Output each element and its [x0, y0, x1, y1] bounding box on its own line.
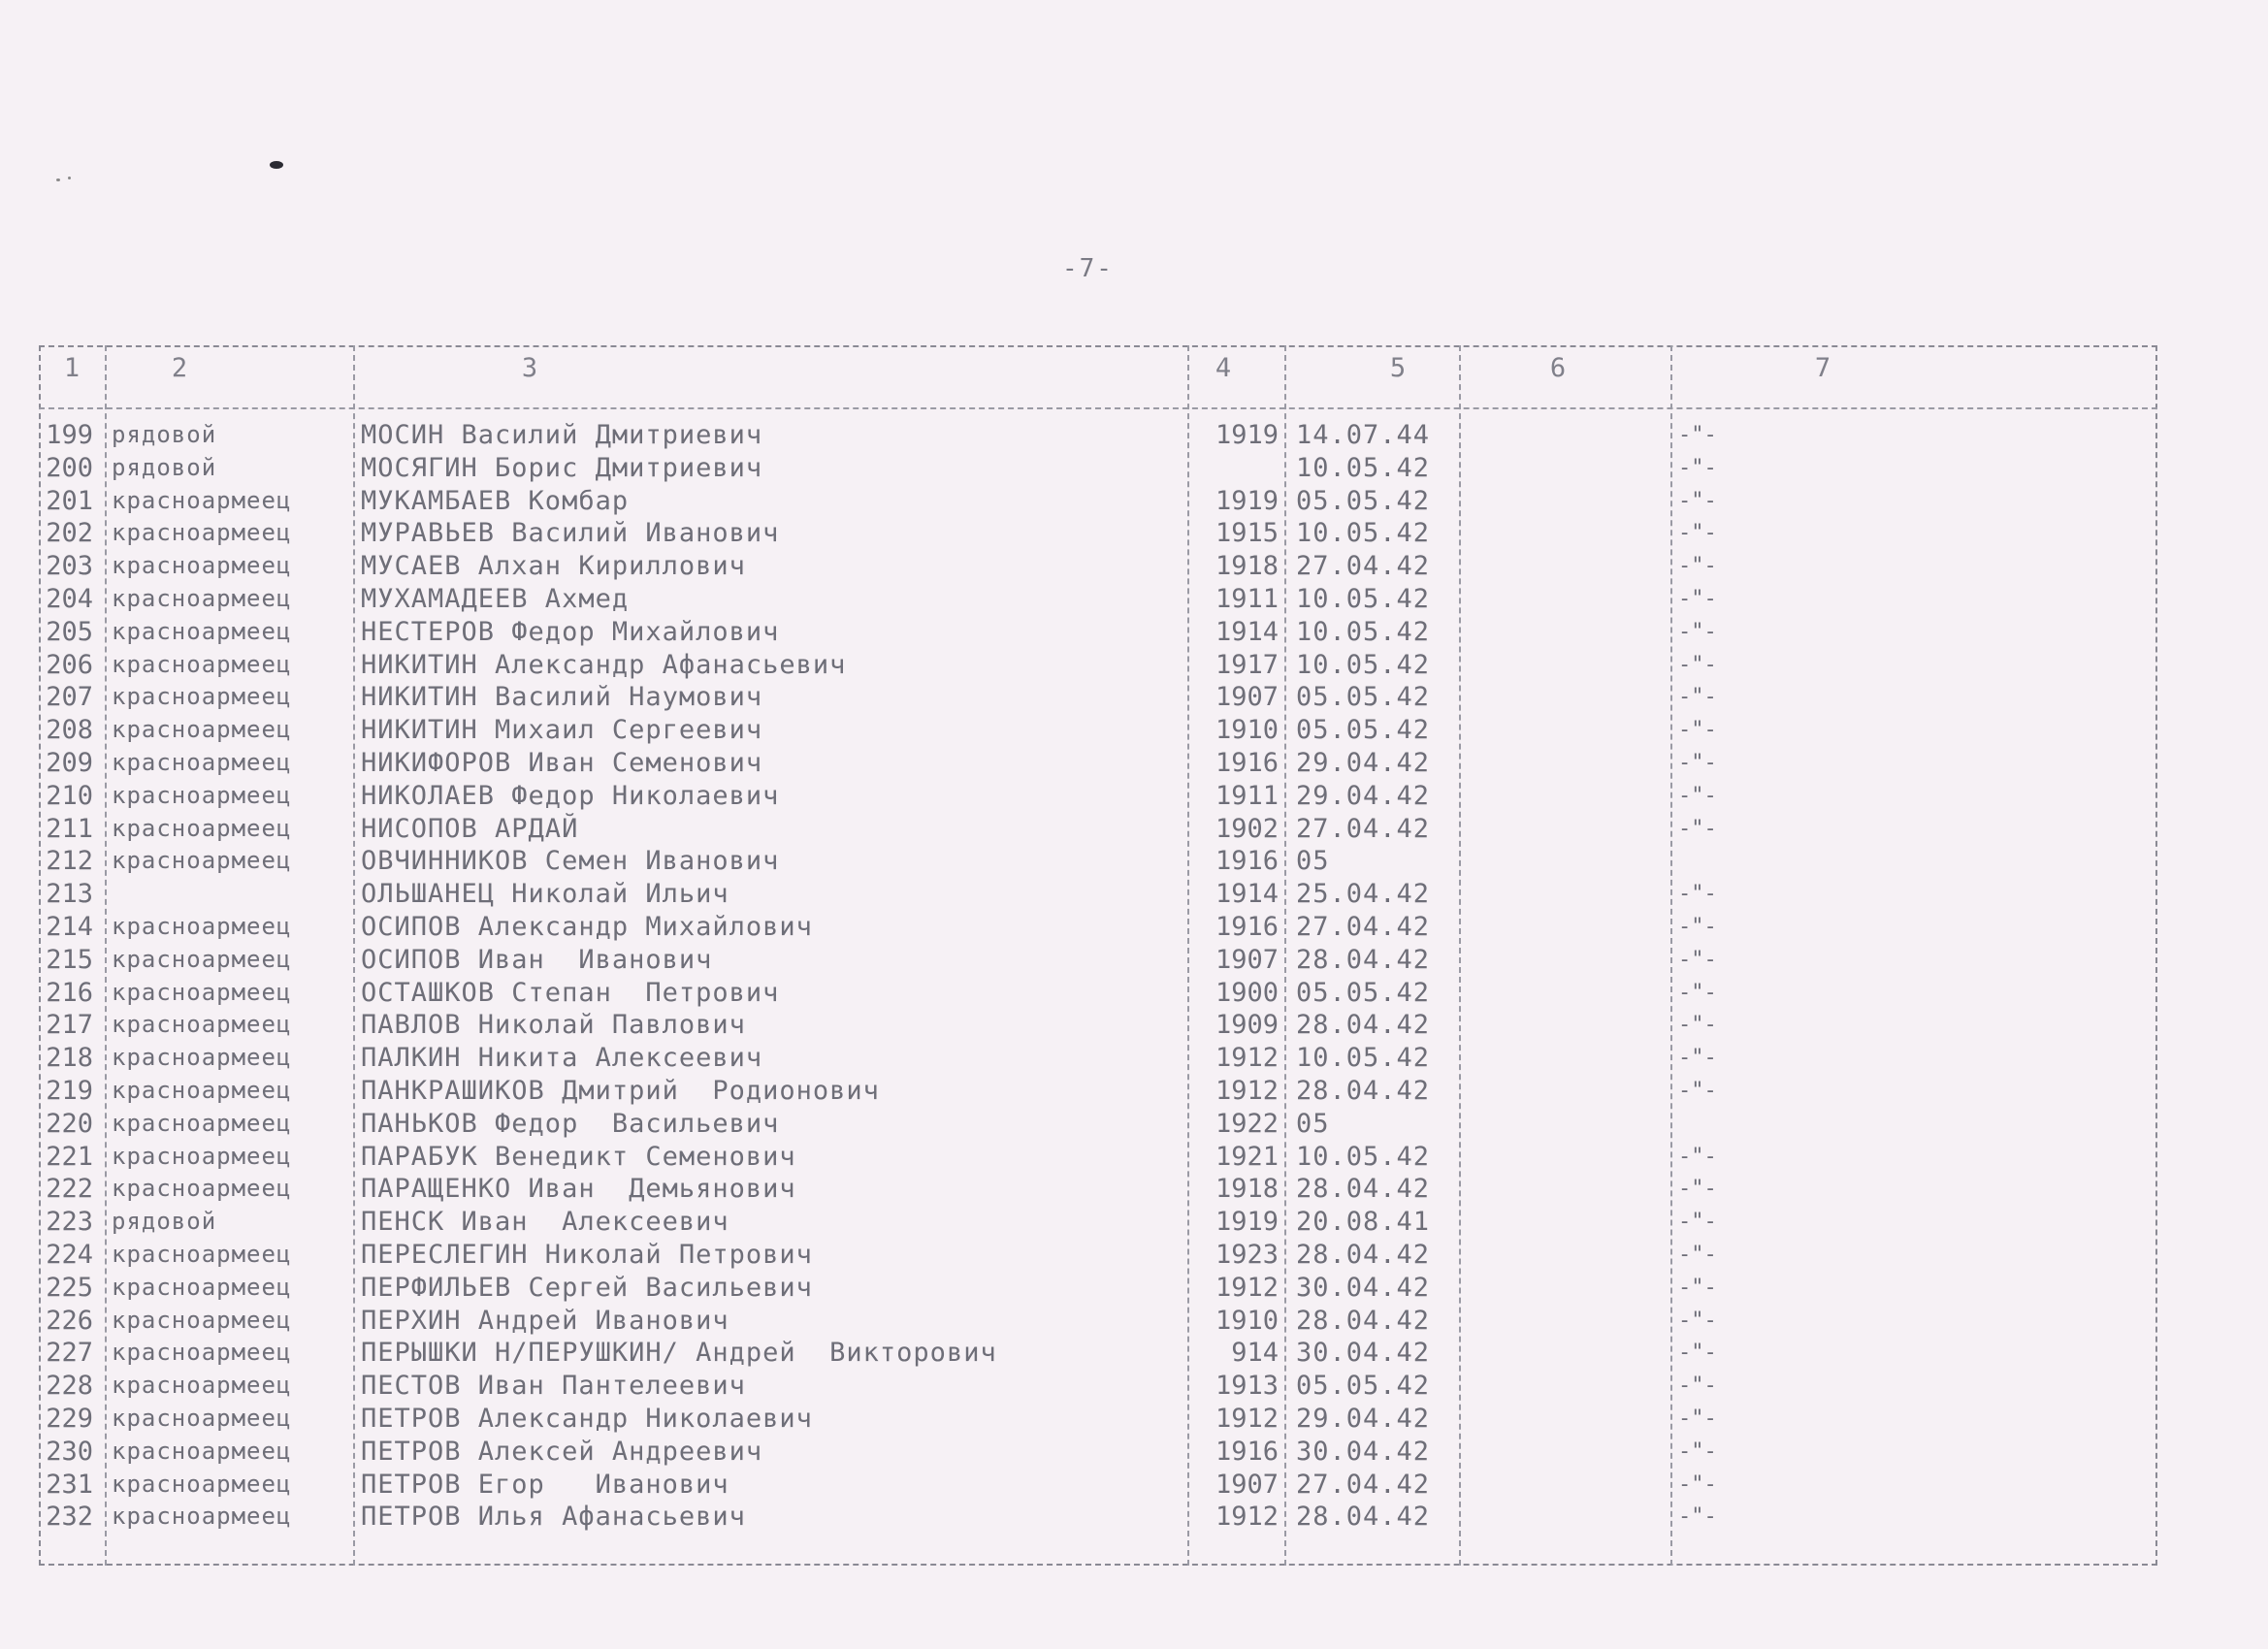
row-date: 28.04.42 — [1296, 1502, 1431, 1533]
row-number: 222 — [46, 1174, 93, 1205]
row-number: 201 — [46, 485, 93, 516]
row-name: НИКИФОРОВ Иван Семенович — [361, 748, 763, 778]
row-name: ОСИПОВ Иван Иванович — [361, 944, 713, 975]
row-number: 219 — [46, 1076, 93, 1106]
row-date: 30.04.42 — [1296, 1436, 1431, 1467]
row-number: 229 — [46, 1404, 93, 1434]
row-ditto-mark: -"- — [1678, 1504, 1717, 1530]
row-birth-year: 1909 — [1215, 1010, 1279, 1041]
row-name: ПЕТРОВ Егор Иванович — [361, 1469, 729, 1500]
row-name: ПАНКРАШИКОВ Дмитрий Родионович — [361, 1076, 880, 1106]
row-rank: красноармеец — [112, 683, 292, 711]
row-number: 213 — [46, 879, 93, 910]
header-col-4: 4 — [1215, 353, 1232, 383]
row-ditto-mark: -"- — [1678, 1439, 1717, 1464]
row-ditto-mark: -"- — [1678, 1046, 1717, 1071]
row-ditto-mark: -"- — [1678, 1374, 1717, 1399]
row-date: 05 — [1296, 1108, 1330, 1139]
row-ditto-mark: -"- — [1678, 1406, 1717, 1431]
row-number: 231 — [46, 1469, 93, 1500]
row-date: 14.07.44 — [1296, 420, 1431, 450]
row-name: МУКАМБАЕВ Комбар — [361, 485, 630, 516]
header-col-5: 5 — [1389, 353, 1407, 383]
row-ditto-mark: -"- — [1678, 1177, 1717, 1202]
row-number: 211 — [46, 813, 93, 844]
row-date: 05.05.42 — [1296, 1371, 1431, 1402]
row-name: НЕСТЕРОВ Федор Михайлович — [361, 616, 780, 647]
header-col-7: 7 — [1814, 353, 1831, 383]
row-date: 27.04.42 — [1296, 813, 1431, 844]
row-name: МУСАЕВ Алхан Кириллович — [361, 551, 746, 582]
column-divider — [353, 345, 355, 1566]
header-col-2: 2 — [171, 353, 188, 383]
row-name: ОСТАШКОВ Степан Петрович — [361, 977, 780, 1008]
row-ditto-mark: -"- — [1678, 718, 1717, 743]
row-name: ПЕТРОВ Алексей Андреевич — [361, 1436, 763, 1467]
row-date: 25.04.42 — [1296, 879, 1431, 910]
row-birth-year: 1907 — [1215, 1469, 1279, 1500]
row-birth-year: 1912 — [1215, 1404, 1279, 1434]
row-ditto-mark: -"- — [1678, 1079, 1717, 1103]
row-number: 203 — [46, 551, 93, 582]
row-name: ПАЛКИН Никита Алексеевич — [361, 1043, 763, 1074]
row-number: 205 — [46, 616, 93, 647]
row-date: 05.05.42 — [1296, 485, 1431, 516]
row-date: 05 — [1296, 846, 1330, 877]
row-number: 227 — [46, 1338, 93, 1369]
row-birth-year: 1910 — [1215, 1305, 1279, 1336]
row-name: ПЕРХИН Андрей Иванович — [361, 1305, 729, 1336]
row-date: 29.04.42 — [1296, 748, 1431, 778]
row-number: 232 — [46, 1502, 93, 1533]
header-col-3: 3 — [521, 353, 538, 383]
row-ditto-mark: -"- — [1678, 423, 1717, 447]
row-rank: красноармеец — [112, 716, 292, 744]
row-number: 228 — [46, 1371, 93, 1402]
row-ditto-mark: -"- — [1678, 554, 1717, 579]
row-rank: рядовой — [112, 421, 217, 448]
row-name: ПЕСТОВ Иван Пантелеевич — [361, 1371, 746, 1402]
row-ditto-mark: -"- — [1678, 1144, 1717, 1169]
row-number: 223 — [46, 1207, 93, 1238]
row-number: 217 — [46, 1010, 93, 1041]
row-ditto-mark: -"- — [1678, 783, 1717, 808]
row-number: 199 — [46, 420, 93, 450]
row-date: 28.04.42 — [1296, 1010, 1431, 1041]
row-birth-year: 1919 — [1215, 485, 1279, 516]
row-number: 226 — [46, 1305, 93, 1336]
row-date: 05.05.42 — [1296, 715, 1431, 746]
row-date: 28.04.42 — [1296, 1305, 1431, 1336]
row-number: 206 — [46, 649, 93, 680]
row-rank: красноармеец — [112, 552, 292, 580]
row-date: 10.05.42 — [1296, 616, 1431, 647]
row-number: 220 — [46, 1108, 93, 1139]
row-rank: красноармеец — [112, 781, 292, 809]
row-name: МУХАМАДЕЕВ Ахмед — [361, 584, 630, 614]
row-ditto-mark: -"- — [1678, 587, 1717, 611]
row-rank: красноармеец — [112, 749, 292, 776]
row-name: МУРАВЬЕВ Василий Иванович — [361, 518, 780, 549]
row-name: НИСОПОВ АРДАЙ — [361, 813, 579, 844]
column-divider — [1459, 345, 1461, 1566]
row-date: 28.04.42 — [1296, 1076, 1431, 1106]
row-number: 207 — [46, 682, 93, 713]
header-divider — [39, 407, 2157, 409]
row-rank: красноармеец — [112, 1142, 292, 1170]
row-date: 10.05.42 — [1296, 518, 1431, 549]
row-rank: красноармеец — [112, 1175, 292, 1203]
row-rank: красноармеец — [112, 1044, 292, 1072]
row-name: ПЕРЫШКИ Н/ПЕРУШКИН/ Андрей Викторович — [361, 1338, 997, 1369]
row-ditto-mark: -"- — [1678, 1308, 1717, 1333]
row-rank: красноармеец — [112, 814, 292, 842]
row-birth-year: 1902 — [1215, 813, 1279, 844]
row-ditto-mark: -"- — [1678, 751, 1717, 775]
row-birth-year: 1913 — [1215, 1371, 1279, 1402]
row-date: 05.05.42 — [1296, 682, 1431, 713]
row-number: 230 — [46, 1436, 93, 1467]
row-rank: красноармеец — [112, 617, 292, 645]
row-number: 200 — [46, 452, 93, 483]
row-name: ПАРАЩЕНКО Иван Демьянович — [361, 1174, 796, 1205]
row-date: 10.05.42 — [1296, 649, 1431, 680]
row-rank: красноармеец — [112, 978, 292, 1006]
row-number: 224 — [46, 1240, 93, 1270]
row-date: 10.05.42 — [1296, 452, 1431, 483]
row-rank: красноармеец — [112, 486, 292, 514]
row-ditto-mark: -"- — [1678, 882, 1717, 907]
row-birth-year: 1911 — [1215, 584, 1279, 614]
row-number: 208 — [46, 715, 93, 746]
row-birth-year: 1900 — [1215, 977, 1279, 1008]
row-ditto-mark: -"- — [1678, 685, 1717, 710]
row-date: 28.04.42 — [1296, 1240, 1431, 1270]
row-date: 29.04.42 — [1296, 780, 1431, 811]
row-ditto-mark: -"- — [1678, 1243, 1717, 1267]
row-birth-year: 1912 — [1215, 1076, 1279, 1106]
row-number: 216 — [46, 977, 93, 1008]
row-rank: красноармеец — [112, 585, 292, 612]
row-name: ПЕТРОВ Александр Николаевич — [361, 1404, 813, 1434]
row-date: 27.04.42 — [1296, 1469, 1431, 1500]
row-birth-year: 1907 — [1215, 682, 1279, 713]
row-date: 10.05.42 — [1296, 584, 1431, 614]
row-name: ПЕНСК Иван Алексеевич — [361, 1207, 729, 1238]
row-rank: красноармеец — [112, 1273, 292, 1301]
row-date: 05.05.42 — [1296, 977, 1431, 1008]
row-name: МОСИН Василий Дмитриевич — [361, 420, 763, 450]
row-name: ПЕРЕСЛЕГИН Николай Петрович — [361, 1240, 813, 1270]
row-ditto-mark: -"- — [1678, 521, 1717, 546]
row-number: 225 — [46, 1272, 93, 1303]
row-ditto-mark: -"- — [1678, 1471, 1717, 1497]
row-date: 27.04.42 — [1296, 912, 1431, 942]
column-divider — [1187, 345, 1189, 1566]
row-name: НИКОЛАЕВ Федор Николаевич — [361, 780, 780, 811]
row-rank: красноармеец — [112, 1339, 292, 1367]
row-birth-year: 1907 — [1215, 944, 1279, 975]
row-rank: красноармеец — [112, 1077, 292, 1104]
table-frame — [39, 345, 2157, 1566]
row-rank: красноармеец — [112, 1470, 292, 1498]
row-rank: красноармеец — [112, 847, 292, 875]
row-ditto-mark: -"- — [1678, 1341, 1717, 1366]
column-divider — [1670, 345, 1672, 1566]
row-birth-year: 1916 — [1215, 846, 1279, 877]
row-rank: красноармеец — [112, 1109, 292, 1137]
row-birth-year: 1915 — [1215, 518, 1279, 549]
row-rank: красноармеец — [112, 1241, 292, 1268]
row-date: 10.05.42 — [1296, 1043, 1431, 1074]
row-birth-year: 914 — [1231, 1338, 1279, 1369]
row-name: ОСИПОВ Александр Михайлович — [361, 912, 813, 942]
row-date: 29.04.42 — [1296, 1404, 1431, 1434]
row-rank: рядовой — [112, 453, 217, 481]
row-rank: красноармеец — [112, 1372, 292, 1400]
row-birth-year: 1918 — [1215, 551, 1279, 582]
row-number: 212 — [46, 846, 93, 877]
row-number: 204 — [46, 584, 93, 614]
row-rank: красноармеец — [112, 913, 292, 940]
column-divider — [105, 345, 107, 1566]
row-ditto-mark: -"- — [1678, 1210, 1717, 1235]
row-date: 30.04.42 — [1296, 1338, 1431, 1369]
row-birth-year: 1914 — [1215, 616, 1279, 647]
row-birth-year: 1912 — [1215, 1043, 1279, 1074]
row-ditto-mark: -"- — [1678, 915, 1717, 939]
row-name: НИКИТИН Василий Наумович — [361, 682, 763, 713]
row-birth-year: 1919 — [1215, 420, 1279, 450]
row-birth-year: 1911 — [1215, 780, 1279, 811]
row-name: ПАРАБУК Венедикт Семенович — [361, 1141, 796, 1172]
row-number: 218 — [46, 1043, 93, 1074]
row-date: 28.04.42 — [1296, 944, 1431, 975]
row-ditto-mark: -"- — [1678, 455, 1717, 480]
row-date: 28.04.42 — [1296, 1174, 1431, 1205]
row-number: 221 — [46, 1141, 93, 1172]
ink-speck — [68, 177, 71, 179]
row-name: ОЛЬШАНЕЦ Николай Ильич — [361, 879, 729, 910]
row-ditto-mark: -"- — [1678, 1013, 1717, 1038]
row-rank: рядовой — [112, 1208, 217, 1236]
row-rank: красноармеец — [112, 650, 292, 678]
row-rank: красноармеец — [112, 1437, 292, 1465]
row-name: ПЕРФИЛЬЕВ Сергей Васильевич — [361, 1272, 813, 1303]
row-number: 214 — [46, 912, 93, 942]
row-birth-year: 1916 — [1215, 912, 1279, 942]
row-ditto-mark: -"- — [1678, 816, 1717, 841]
row-birth-year: 1912 — [1215, 1272, 1279, 1303]
row-birth-year: 1916 — [1215, 748, 1279, 778]
row-number: 210 — [46, 780, 93, 811]
row-ditto-mark: -"- — [1678, 1275, 1717, 1300]
page-number: -7- — [1062, 254, 1114, 283]
row-birth-year: 1910 — [1215, 715, 1279, 746]
row-number: 209 — [46, 748, 93, 778]
row-date: 20.08.41 — [1296, 1207, 1431, 1238]
row-ditto-mark: -"- — [1678, 488, 1717, 513]
row-birth-year: 1922 — [1215, 1108, 1279, 1139]
row-ditto-mark: -"- — [1678, 619, 1717, 644]
row-rank: красноармеец — [112, 1306, 292, 1334]
row-birth-year: 1914 — [1215, 879, 1279, 910]
row-birth-year: 1921 — [1215, 1141, 1279, 1172]
column-divider — [1284, 345, 1286, 1566]
row-rank: красноармеец — [112, 1405, 292, 1432]
ink-speck — [270, 161, 283, 169]
row-ditto-mark: -"- — [1678, 652, 1717, 677]
header-col-6: 6 — [1549, 353, 1567, 383]
row-birth-year: 1917 — [1215, 649, 1279, 680]
row-rank: красноармеец — [112, 1503, 292, 1531]
row-name: ПАВЛОВ Николай Павлович — [361, 1010, 746, 1041]
ink-speck — [56, 178, 60, 181]
row-name: МОСЯГИН Борис Дмитриевич — [361, 452, 763, 483]
row-birth-year: 1923 — [1215, 1240, 1279, 1270]
row-name: НИКИТИН Михаил Сергеевич — [361, 715, 763, 746]
row-number: 215 — [46, 944, 93, 975]
row-ditto-mark: -"- — [1678, 980, 1717, 1005]
row-date: 30.04.42 — [1296, 1272, 1431, 1303]
row-date: 27.04.42 — [1296, 551, 1431, 582]
row-name: ПАНЬКОВ Федор Васильевич — [361, 1108, 780, 1139]
row-birth-year: 1916 — [1215, 1436, 1279, 1467]
row-name: ОВЧИННИКОВ Семен Иванович — [361, 846, 780, 877]
row-date: 10.05.42 — [1296, 1141, 1431, 1172]
row-ditto-mark: -"- — [1678, 947, 1717, 972]
row-name: ПЕТРОВ Илья Афанасьевич — [361, 1502, 746, 1533]
row-rank: красноармеец — [112, 1011, 292, 1039]
row-birth-year: 1918 — [1215, 1174, 1279, 1205]
row-number: 202 — [46, 518, 93, 549]
row-rank: красноармеец — [112, 519, 292, 547]
row-name: НИКИТИН Александр Афанасьевич — [361, 649, 847, 680]
row-rank: красноармеец — [112, 945, 292, 973]
row-birth-year: 1919 — [1215, 1207, 1279, 1238]
header-col-1: 1 — [63, 353, 81, 383]
row-birth-year: 1912 — [1215, 1502, 1279, 1533]
